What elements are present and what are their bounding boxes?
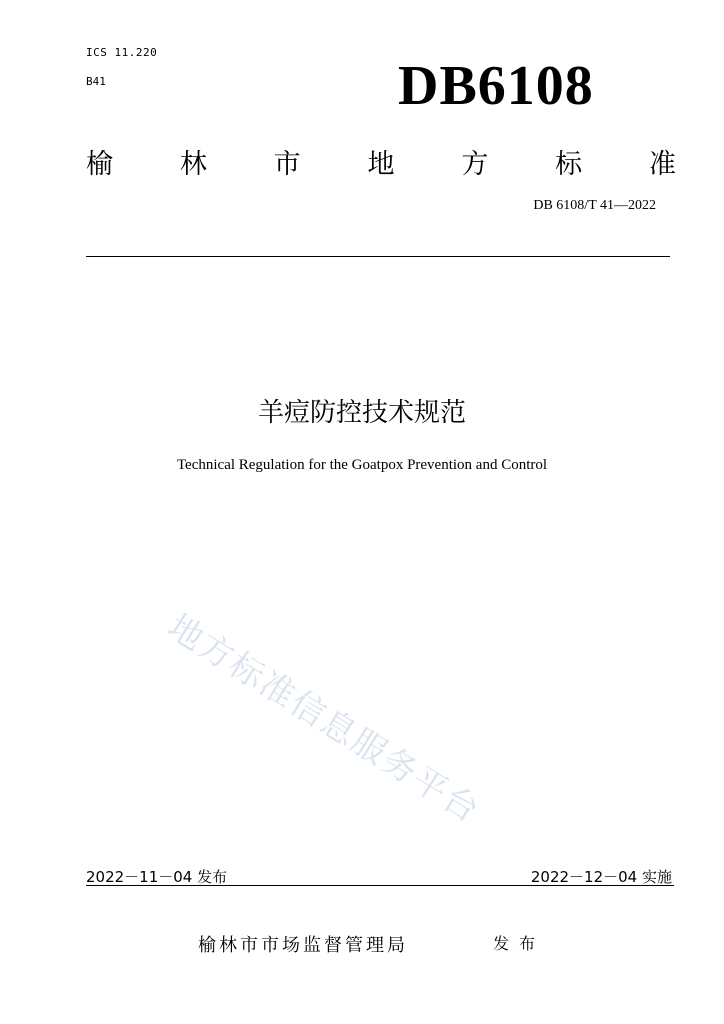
implementation-date: 2022－12－04 实施 xyxy=(530,868,672,886)
watermark: 地方标准信息服务平台 xyxy=(160,606,488,832)
standard-type-char: 榆 xyxy=(86,149,113,180)
standard-type-char: 准 xyxy=(648,149,676,180)
standard-type-char: 林 xyxy=(179,149,207,180)
publish-date: 2022－11－04 发布 xyxy=(86,868,228,886)
document-title-chinese: 羊痘防控技术规范 xyxy=(257,398,466,428)
standard-type-char: 市 xyxy=(273,149,301,180)
issuing-authority: 榆林市市场监督管理局 xyxy=(198,935,408,956)
issue-label: 发布 xyxy=(493,934,546,953)
standard-type-char: 方 xyxy=(461,149,489,180)
ics-code: ICS 11.220 xyxy=(86,46,158,59)
classification-code: B41 xyxy=(86,75,106,88)
document-title-english: Technical Regulation for the Goatpox Prevention and Control xyxy=(176,457,548,473)
standard-type-char: 地 xyxy=(367,149,395,180)
footer-divider xyxy=(86,885,674,886)
standard-type-title xyxy=(86,142,676,181)
standard-type-char: 标 xyxy=(555,149,583,180)
standard-code: DB6108 xyxy=(398,55,594,117)
standard-number: DB 6108/T 41—2022 xyxy=(533,198,656,213)
header-divider xyxy=(86,256,670,257)
